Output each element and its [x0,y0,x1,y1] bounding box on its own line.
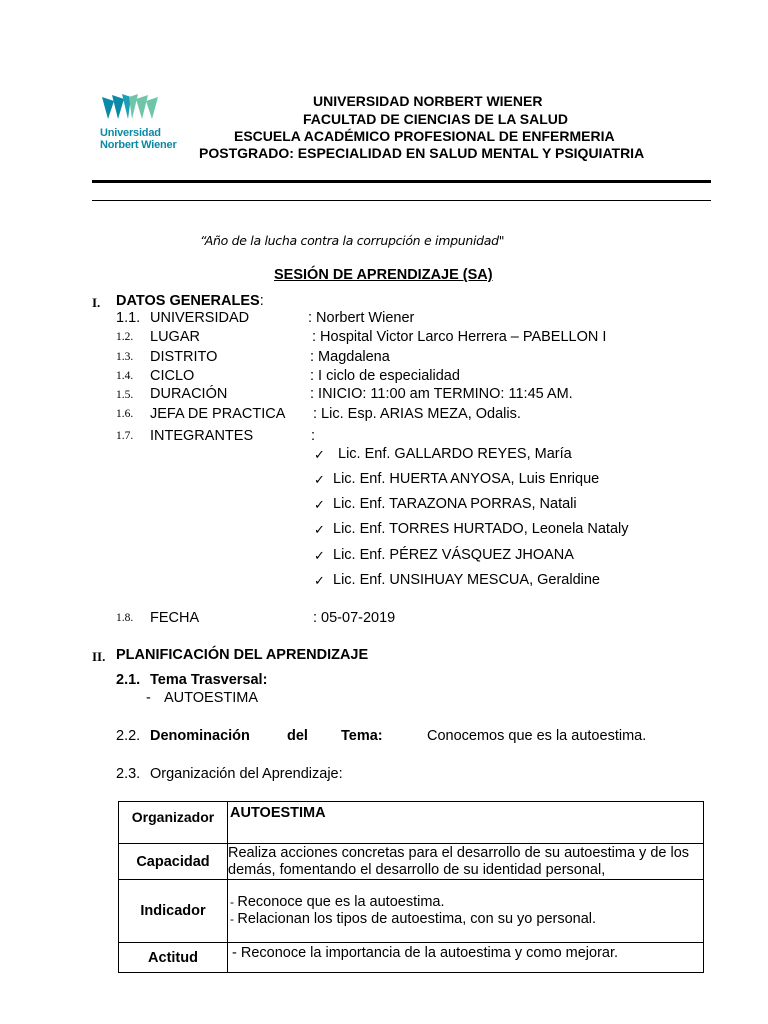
item-num: 1.2. [116,331,134,343]
s21-num: 2.1. [116,672,141,688]
s22-value: Conocemos que es la autoestima. [427,728,647,744]
check-icon: ✓ [314,522,325,537]
check-icon: ✓ [314,573,325,588]
logo-book-icon [100,93,160,123]
s22-word3: Tema: [341,728,383,744]
item-label: CICLO [150,368,195,384]
header-university: UNIVERSIDAD NORBERT WIENER [313,93,543,109]
item-value: : Norbert Wiener [308,310,415,326]
header-faculty: FACULTAD DE CIENCIAS DE LA SALUD [303,111,568,127]
s23-label: Organización del Aprendizaje: [150,766,343,782]
s22-word2: del [287,728,308,744]
fecha-value: : 05-07-2019 [313,610,396,626]
member-item: Lic. Enf. HUERTA ANYOSA, Luis Enrique [333,471,600,487]
actitud-label: Actitud [119,943,228,973]
s21-dash: - [146,690,151,706]
item-label: INTEGRANTES [150,428,254,444]
check-icon: ✓ [314,472,325,487]
organizador-label: Organizador [119,802,228,844]
document-title: SESIÓN DE APRENDIZAJE (SA) [274,267,493,283]
s22-word1: Denominación [150,728,250,744]
organizador-value: AUTOESTIMA [228,802,704,844]
s21-value: AUTOESTIMA [164,690,258,706]
item-label: JEFA DE PRACTICA [150,406,286,422]
actitud-value: - Reconoce la importancia de la autoestima y como mejorar. [228,943,704,973]
s23-num: 2.3. [116,766,141,782]
item-label: DISTRITO [150,349,218,365]
logo-line2: Norbert Wiener [100,139,177,151]
item-value: : Hospital Victor Larco Herrera – PABELLON I [312,329,607,345]
table-row [119,802,704,844]
capacidad-label: Capacidad [119,844,228,880]
logo-line1: Universidad [100,127,161,139]
indicador-label: Indicador [119,880,228,943]
item-num: 1.6. [116,408,134,420]
item-label: DURACIÓN [150,386,228,402]
check-icon: ✓ [314,497,325,512]
header-postgrado: POSTGRADO: ESPECIALIDAD EN SALUD MENTAL Y PSIQUIATRIA [199,145,645,161]
section2-numeral: II. [92,649,106,664]
year-motto: “Año de la lucha contra la corrupción e impunidad" [200,233,505,248]
item-value: : Lic. Esp. ARIAS MEZA, Odalis. [313,406,521,422]
header-divider-thin [92,200,711,201]
item-num: 1.7. [116,430,134,442]
check-icon: ✓ [314,447,325,462]
item-num: 1.1. [116,310,141,326]
item-num: 1.5. [116,389,134,401]
header-school: ESCUELA ACADÉMICO PROFESIONAL DE ENFERMERIA [234,128,615,144]
member-item: Lic. Enf. UNSIHUAY MESCUA, Geraldine [333,572,600,588]
item-num: 1.3. [116,351,134,363]
table-row [119,943,704,973]
item-num: 1.8. [116,612,134,624]
indicador-item: - Relacionan los tipos de autoestima, con su yo personal. [230,911,597,927]
member-item: Lic. Enf. GALLARDO REYES, María [338,446,572,462]
indicador-item: - Reconoce que es la autoestima. [230,894,445,910]
header-divider-thick [92,180,711,183]
item-value: : [311,428,316,444]
table-row [119,844,704,880]
indicador-value [228,880,704,943]
check-icon: ✓ [314,548,325,563]
s22-num: 2.2. [116,728,141,744]
item-num: 1.4. [116,370,134,382]
section1-title: DATOS GENERALES [116,293,260,309]
table-row [119,880,704,943]
item-value: : Magdalena [310,349,390,365]
fecha-label: FECHA [150,610,200,626]
item-value: : INICIO: 11:00 am TERMINO: 11:45 AM. [310,386,573,402]
section1-colon: : [259,293,264,309]
section1-numeral: I. [92,295,101,310]
item-label: LUGAR [150,329,200,345]
university-logo [100,93,180,153]
member-item: Lic. Enf. TORRES HURTADO, Leonela Nataly [333,521,629,537]
member-item: Lic. Enf. TARAZONA PORRAS, Natali [333,496,577,512]
organization-table [118,801,704,973]
section2-title: PLANIFICACIÓN DEL APRENDIZAJE [116,647,369,663]
item-label: UNIVERSIDAD [150,310,250,326]
section1-heading [116,293,264,309]
item-value: : I ciclo de especialidad [310,368,460,384]
s21-label: Tema Trasversal: [150,672,268,688]
capacidad-value: Realiza acciones concretas para el desarrollo de su autoestima y de los demás, fomentando el desarrollo de su identidad personal, [228,844,704,880]
member-item: Lic. Enf. PÉREZ VÁSQUEZ JHOANA [333,547,574,563]
